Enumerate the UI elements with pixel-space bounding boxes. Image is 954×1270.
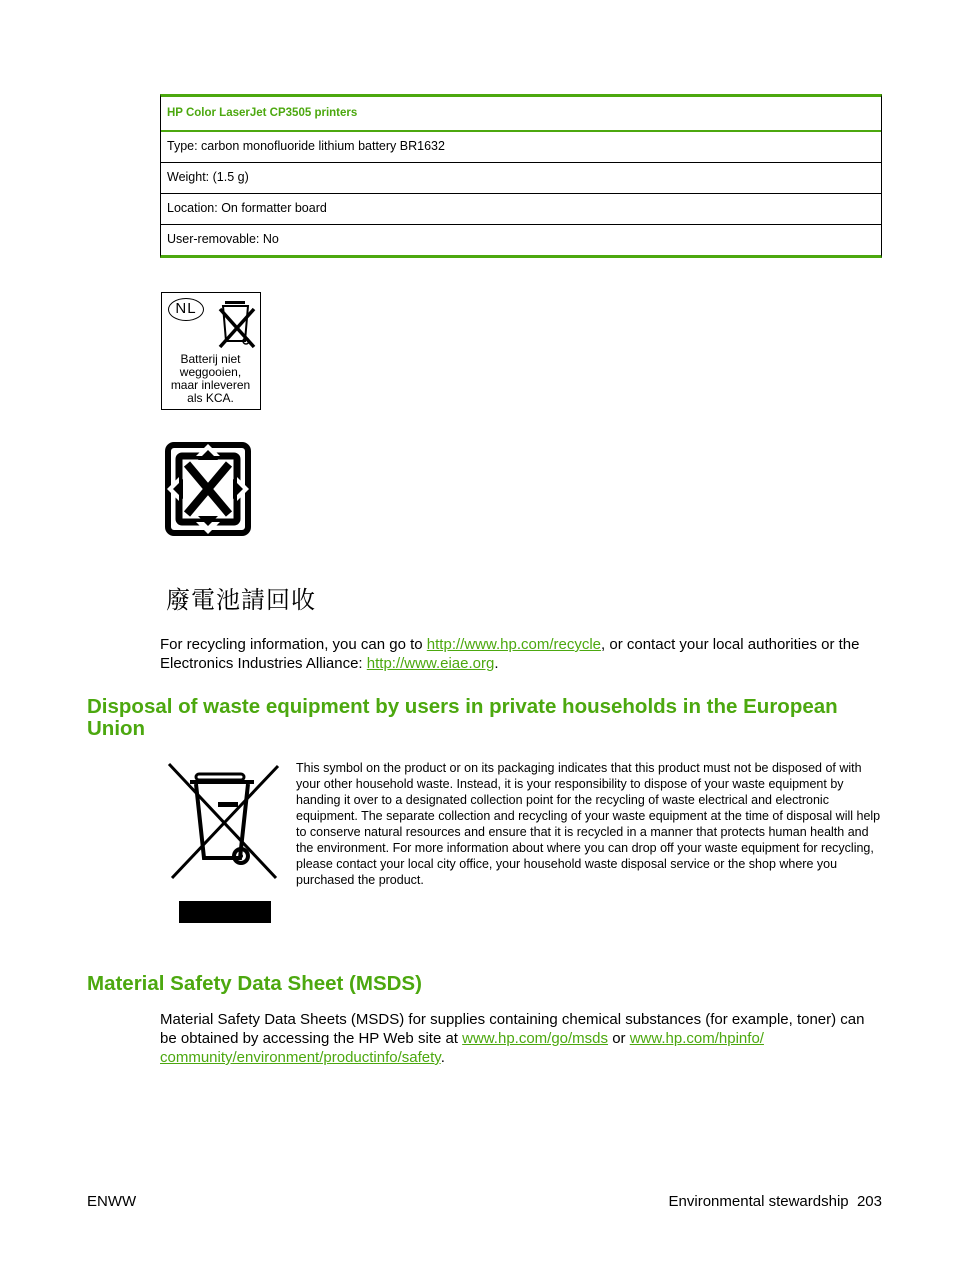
nl-label-line: weggooien,: [179, 365, 242, 379]
crossed-bin-icon: [218, 297, 258, 351]
msds-heading: Material Safety Data Sheet (MSDS): [87, 972, 422, 995]
spec-table-header: HP Color LaserJet CP3505 printers: [161, 97, 881, 132]
weee-crossed-bin-icon: [166, 762, 282, 926]
footer-right: [669, 1193, 882, 1210]
chinese-battery-recycle-text: 廢電池請回收: [166, 587, 316, 614]
recycling-arrows-icon: [165, 442, 251, 536]
footer-left: ENWW: [87, 1193, 137, 1210]
msds-text: or: [608, 1030, 630, 1047]
recycling-info-paragraph: [160, 635, 882, 673]
spec-row-location: Location: On formatter board: [161, 194, 881, 225]
page-number: 203: [856, 1193, 882, 1210]
nl-label-line: Batterij niet: [180, 352, 241, 366]
nl-battery-label: [161, 292, 261, 410]
battery-spec-table: [160, 94, 882, 258]
hpinfo-safety-link[interactable]: www.hp.com/hpinfo/: [629, 1030, 764, 1047]
disposal-body-text: This symbol on the product or on its packaging indicates that this product must not be disposed of with your other household waste. Instead, it is your responsibility to dispose of your waste equipment by handing it over to a designated collection point for the recycling of waste electrical and electronic equipment. The separate collection and recycling of your waste equipment at the time of disposal will help to conserve natural resources and ensure that it is recycled in a manner that protects human health and the environment. For more information about where you can drop off your waste equipment for recycling, please contact your local city office, your household waste disposal service or the shop where you purchased the product.: [296, 761, 881, 887]
footer-section-title: Environmental stewardship: [668, 1193, 849, 1210]
hpinfo-safety-link-continued[interactable]: community/environment/productinfo/safety: [160, 1049, 441, 1066]
nl-country-code: NL: [175, 300, 197, 317]
spec-row-type: Type: carbon monofluoride lithium battery BR1632: [161, 132, 881, 163]
hp-recycle-link[interactable]: http://www.hp.com/recycle: [426, 636, 602, 653]
eiae-link[interactable]: http://www.eiae.org: [366, 655, 495, 672]
nl-label-line: maar inleveren: [170, 378, 251, 392]
spec-row-removable: User-removable: No: [167, 232, 279, 246]
recycling-text: For recycling information, you can go to: [160, 636, 427, 653]
msds-text: Material Safety Data Sheets (MSDS) for supplies containing chemical substances (for example, toner) can be obtained by accessing the HP Web site at: [160, 1011, 865, 1047]
nl-country-oval: [168, 298, 204, 321]
msds-text: .: [440, 1049, 445, 1066]
msds-link[interactable]: www.hp.com/go/msds: [462, 1030, 609, 1047]
recycling-text: , or contact your local authorities or the Electronics Industries Alliance:: [160, 636, 860, 672]
recycling-text: .: [494, 655, 499, 672]
disposal-heading: Disposal of waste equipment by users in private households in the European Union: [87, 695, 838, 740]
spec-row-weight: Weight: (1.5 g): [161, 163, 881, 194]
nl-label-line: als KCA.: [187, 391, 234, 405]
msds-paragraph: [160, 1010, 882, 1067]
